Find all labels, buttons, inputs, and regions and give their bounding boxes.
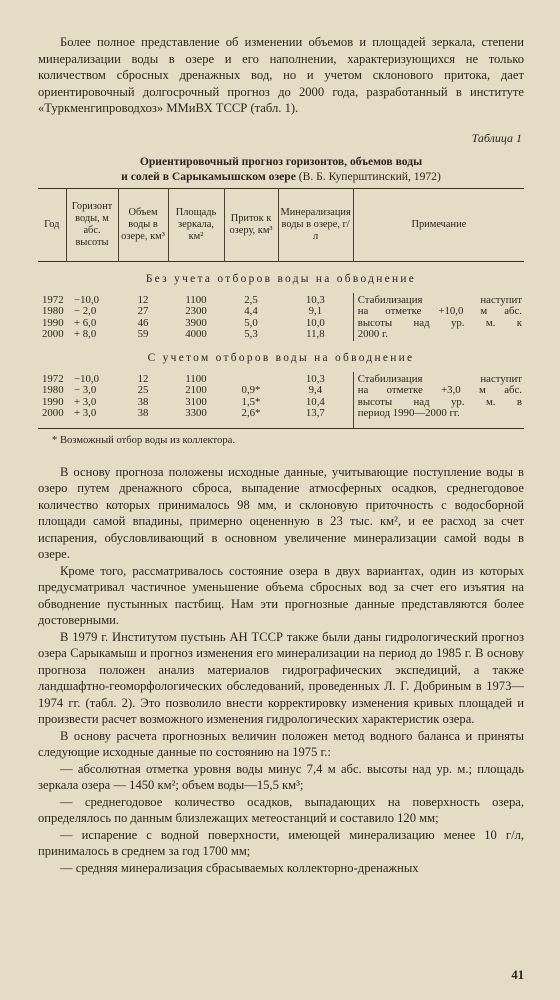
cell-inflow: 4,4 (244, 305, 258, 318)
cell-level: + 3,0 (66, 408, 118, 428)
cell-volume: 12 (137, 372, 149, 385)
cell-inflow: 2,5 (244, 293, 258, 306)
section-title-row (38, 341, 524, 372)
intro-paragraph: Более полное представление об изменении объемов и площадей зеркала, степени минерализации воды в озере и его наполнении, характеризующихся не только количеством сбросных дренажных вод, но и учетом склонового притока, дает ориентировочный долгосрочный прогноз до 2000 года, разработанный в институте «Туркменгипроводхоз» ММиВХ ТССР (табл. 1). (38, 35, 524, 115)
cell-year: 2000 (42, 328, 64, 341)
table-row (38, 372, 524, 385)
cell-note: высоты над ур. м. в (353, 397, 524, 408)
cell-level: −10,0 (74, 293, 99, 306)
table-row (38, 329, 524, 340)
header-mineralization: Минерализация воды в озере, г/л (278, 188, 353, 261)
cell-note: высоты над ур. м. к (353, 318, 524, 329)
table-caption-line2-rest: (В. Б. Куперштинский, 1972) (295, 169, 441, 183)
cell-year: 1990 (42, 395, 64, 408)
header-inflow: Приток к озеру, км³ (224, 188, 278, 261)
table-footnote: * Возможный отбор воды из коллектора. (52, 434, 235, 446)
cell-year: 1972 (42, 293, 64, 306)
cell-note: Стабилизация наступит (353, 293, 524, 306)
cell-mineral: 10,3 (305, 372, 325, 385)
cell-level: + 8,0 (74, 328, 97, 341)
cell-mineral: 10,4 (305, 395, 325, 408)
cell-volume: 59 (137, 328, 149, 341)
cell-area: 3100 (185, 395, 207, 408)
table-row (38, 306, 524, 317)
cell-year: 1972 (42, 372, 64, 385)
body-paragraph: В основу расчета прогнозных величин положен метод водного баланса и приняты следующие исходные данные по состоянию на 1975 г.: (38, 728, 524, 760)
forecast-table (38, 188, 524, 429)
body-paragraph: В 1979 г. Институтом пустынь АН ТССР также были даны гидрологический прогноз озера Сарыкамыш и прогноз изменения его минерализации на период до 1985 г. В основу прогноза положен анализ материалов гидрографических экспедиций, а также ландшафтно-геоморфологических обследований, проведенных Л. Г. Добриным в 1973—1974 гг. (табл. 2). Это позволило внести корректировку изменения кривых площадей и произвести расчет возможного изменения гидрологических характеристик озера. (38, 629, 524, 727)
table-row (38, 318, 524, 329)
cell-volume: 12 (137, 293, 149, 306)
page-number: 41 (511, 968, 524, 982)
body-paragraph: В основу прогноза положены исходные данные, учитывающие поступление воды в озеро путем дренажного сброса, выпадение атмосферных осадков, среднегодовое количество которых принималось 98 мм, и склоновую приточность с водосборной площади самой впадины, примерно оцененную в 23 тыс. км², и ее расход за счет испарения, обусловливающий в основном увеличение минерализации самой воды в озере. (38, 464, 524, 562)
cell-mineral: 10,3 (305, 293, 325, 306)
cell-inflow: 0,9* (241, 384, 261, 397)
cell-area: 2100 (185, 384, 207, 397)
section-title: Без учета отборов воды на обводнение (145, 272, 417, 285)
header-note: Примечание (353, 188, 524, 261)
cell-year: 1990 (42, 316, 64, 329)
cell-area: 1100 (185, 372, 207, 385)
cell-area: 4000 (185, 328, 207, 341)
cell-area: 3300 (168, 408, 224, 428)
header-year: Год (44, 218, 60, 230)
cell-mineral: 9,4 (308, 384, 323, 397)
cell-note: 2000 г. (353, 329, 524, 340)
cell-note: на отметке +3,0 м абс. (353, 385, 524, 396)
cell-note: Стабилизация наступит (353, 372, 524, 385)
table-header-row (38, 188, 524, 261)
cell-year: 1980 (42, 384, 64, 397)
list-item: — средняя минерализация сбрасываемых коллекторно-дренажных (60, 860, 419, 875)
cell-level: + 3,0 (74, 395, 97, 408)
cell-year: 1980 (42, 305, 64, 318)
list-item: — испарение с водной поверхности, имеющей минерализацию менее 10 г/л, принималось в среднем за год 1700 мм; (38, 827, 524, 859)
cell-level: − 2,0 (74, 305, 97, 318)
table-caption-line1: Ориентировочный прогноз горизонтов, объемов воды (139, 154, 423, 168)
table-caption (38, 154, 524, 184)
header-level: Горизонт воды, м абс. высоты (66, 188, 118, 261)
cell-area: 2300 (185, 305, 207, 318)
body-paragraph: Кроме того, рассматривалось состояние озера в двух вариантах, один из которых предусматривал частичное уменьшение объема сбросных вод за счет его изъятия на обводнение пустынных пастбищ. Нам эти прогнозные данные представляются более достоверными. (38, 563, 524, 628)
cell-volume: 27 (137, 305, 149, 318)
cell-volume: 46 (137, 316, 149, 329)
list-item: — среднегодовое количество осадков, выпадающих на поверхность озера, определялось по данным близлежащих метеостанций и составило 120 мм; (38, 794, 524, 826)
cell-level: −10,0 (74, 372, 99, 385)
cell-volume: 25 (137, 384, 149, 397)
cell-volume: 38 (137, 395, 149, 408)
cell-inflow: 2,6* (224, 408, 278, 428)
cell-mineral: 11,8 (306, 328, 325, 341)
cell-inflow: 1,5* (241, 395, 261, 408)
cell-area: 1100 (185, 293, 207, 306)
cell-area: 3900 (185, 316, 207, 329)
header-area: Площадь зеркала, км² (168, 188, 224, 261)
cell-note: период 1990—2000 гг. (353, 408, 524, 428)
cell-inflow: 5,3 (244, 328, 258, 341)
table-row (38, 408, 524, 428)
cell-year: 2000 (38, 408, 66, 428)
table-caption-line2-bold: и солей в Сарыкамышском озере (121, 169, 296, 183)
cell-inflow (224, 372, 278, 385)
cell-note: на отметке +10,0 м абс. (353, 306, 524, 317)
cell-mineral: 13,7 (278, 408, 353, 428)
cell-level: − 3,0 (74, 384, 97, 397)
table-label: Таблица 1 (471, 130, 522, 145)
section-title-row (38, 261, 524, 293)
cell-mineral: 10,0 (305, 316, 325, 329)
cell-inflow: 5,0 (244, 316, 258, 329)
header-volume: Объем воды в озере, км³ (118, 188, 168, 261)
list-item: — абсолютная отметка уровня воды минус 7,4 м абс. высоты над ур. м.; площадь зеркала озера — 1450 км²; объем воды—15,5 км³; (38, 761, 524, 793)
table-row (38, 293, 524, 306)
cell-mineral: 9,1 (308, 305, 323, 318)
section-title: С учетом отборов воды на обводнение (147, 351, 415, 364)
cell-volume: 38 (118, 408, 168, 428)
cell-level: + 6,0 (74, 316, 97, 329)
